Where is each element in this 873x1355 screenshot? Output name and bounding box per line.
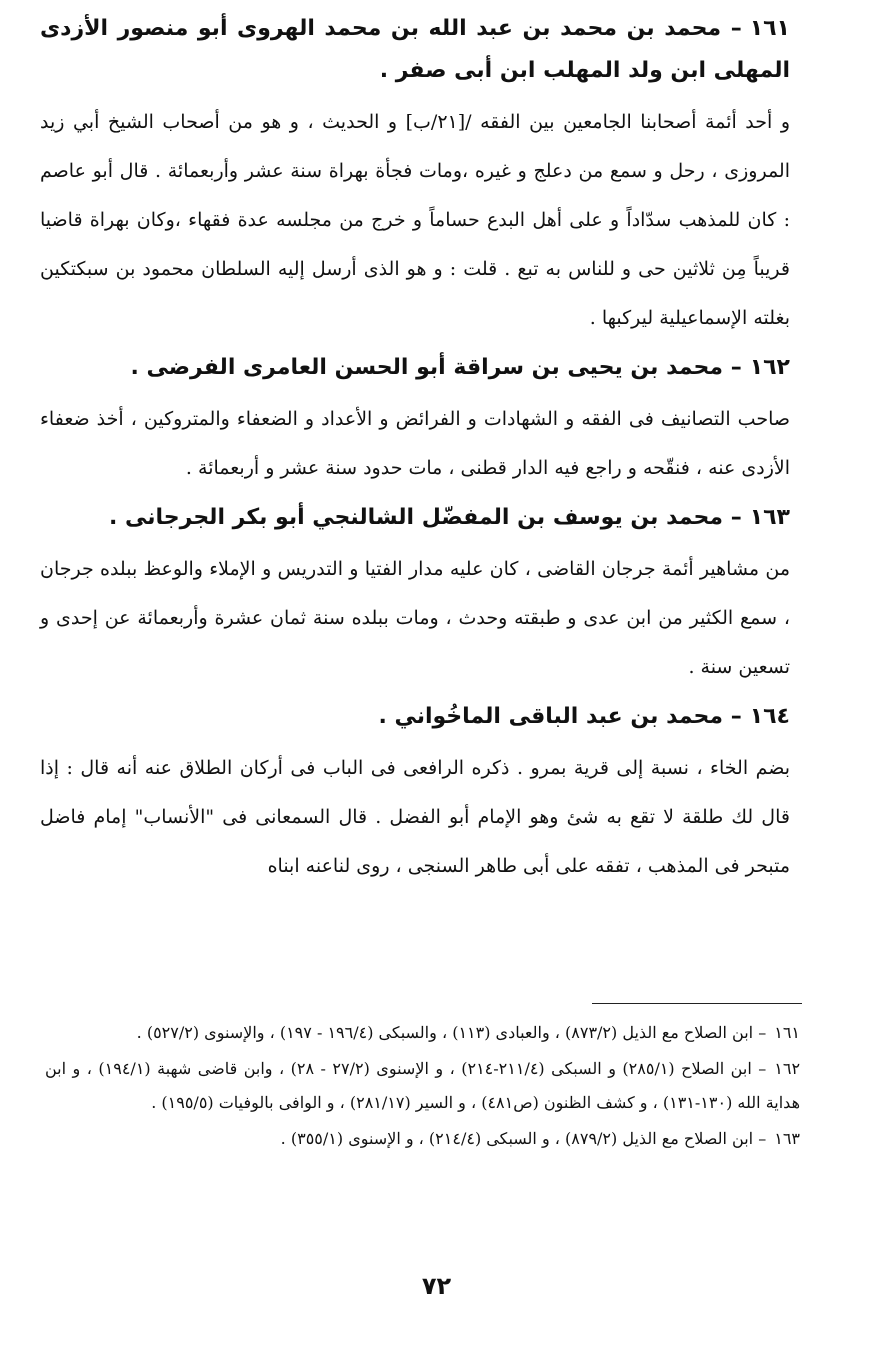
entry-separator: –: [730, 704, 742, 729]
entry-separator: –: [730, 355, 742, 380]
footnote-separator: –: [758, 1059, 767, 1078]
footnote-item: [45, 1052, 800, 1120]
entry-separator: –: [730, 16, 742, 41]
footnote-text: ابن الصلاح مع الذيل (٨٧٩/٢) ، و السبكى (٢١٤/٤) ، و الإسنوى (٣٥٥/١) .: [280, 1129, 754, 1148]
page-number: ٧٢: [421, 1272, 452, 1300]
entry-heading: [40, 8, 790, 92]
entry-body: من مشاهير أئمة جرجان القاضى ، كان عليه مدار الفتيا و التدريس و الإملاء والوعظ ببلده جرجان ، سمع الكثير من ابن عدى و طبقته وحدث ، ومات ببلده سنة ثمان عشرة وأربعمائة عن إحدى و تسعين سنة .: [40, 558, 790, 678]
entry-163: [40, 497, 790, 692]
entry-title: محمد بن عبد الباقى الماخُواني .: [378, 704, 724, 729]
entry-body: بضم الخاء ، نسبة إلى قرية بمرو . ذكره الرافعى فى الباب فى أركان الطلاق عنه أنه قال : إذا قال لك طلقة لا تقع به شئ وهو الإمام أبو الفضل . قال السمعانى فى "الأنساب" إمام فاضل متبحر فى المذهب ، تفقه على أبى طاهر السنجى ، روى لناعنه ابناه: [40, 757, 790, 877]
entry-title: محمد بن محمد بن عبد الله بن محمد الهروى أبو منصور الأزدى المهلى ابن ولد المهلب ابن أبى صفر .: [40, 16, 790, 83]
footnote-separator: –: [758, 1129, 767, 1148]
entry-161: [40, 8, 790, 343]
entry-162: [40, 347, 790, 493]
footnote-item: [45, 1122, 800, 1156]
footnote-number: ١٦١: [774, 1023, 800, 1042]
entry-number: ١٦٢: [749, 355, 790, 380]
entry-body: و أحد أئمة أصحابنا الجامعين بين الفقه /[٢١/ب] و الحديث ، و هو من أصحاب الشيخ أبي زيد المروزى ، رحل و سمع من دعلج و غيره ،ومات فجأة بهراة سنة عشر وأربعمائة . قال أبو عاصم : كان للمذهب سدّاداً و على أهل البدع حساماً و خرج من مجلسه عدة فقهاء ،وكان بهراة قاضيا قريباً مِن ثلاثين حى و للناس به تبع . قلت : و هو الذى أرسل إليه السلطان محمود بن سبكتكين بغلته الإسماعيلية ليركبها .: [40, 111, 790, 329]
entry-body: صاحب التصانيف فى الفقه و الشهادات و الفرائض و الأعداد و الضعفاء والمتروكين ، أخذ ضعفاء الأزدى عنه ، فنقّحه و راجع فيه الدار قطنى ، مات حدود سنة عشر و أربعمائة .: [40, 408, 790, 479]
footnote-text: ابن الصلاح (٢٨٥/١) و السبكى (٢١١/٤-٢١٤) ، و الإسنوى (٢٧/٢ - ٢٨) ، وابن قاضى شهبة (١٩٤/١) ، و ابن هداية الله (١٣٠-١٣١) ، و كشف الظنون (ص٤٨١) ، و السير (٢٨١/١٧) ، و الوافى بالوفيات (١٩٥/٥) .: [45, 1059, 800, 1112]
entry-number: ١٦١: [749, 16, 790, 41]
entry-title: محمد بن يحيى بن سراقة أبو الحسن العامرى الفرضى .: [130, 355, 724, 380]
entry-heading: [40, 497, 790, 539]
footnote-number: ١٦٣: [774, 1129, 800, 1148]
footnote-item: [45, 1016, 800, 1050]
footnote-separator-line: [592, 1003, 802, 1004]
footnote-text: ابن الصلاح مع الذيل (٨٧٣/٢) ، والعبادى (١١٣) ، والسبكى (١٩٦/٤ - ١٩٧) ، والإسنوى (٥٢٧/٢) .: [136, 1023, 754, 1042]
entry-number: ١٦٣: [749, 505, 790, 530]
footnote-number: ١٦٢: [774, 1059, 801, 1078]
entry-164: [40, 696, 790, 891]
footnotes: [45, 1016, 800, 1158]
entry-heading: [40, 347, 790, 389]
footnote-separator: –: [758, 1023, 767, 1042]
entry-heading: [40, 696, 790, 738]
entry-separator: –: [730, 505, 742, 530]
main-text: [40, 8, 790, 895]
entry-title: محمد بن يوسف بن المفضّل الشالنجي أبو بكر الجرجانى .: [108, 505, 724, 530]
entry-number: ١٦٤: [749, 704, 790, 729]
